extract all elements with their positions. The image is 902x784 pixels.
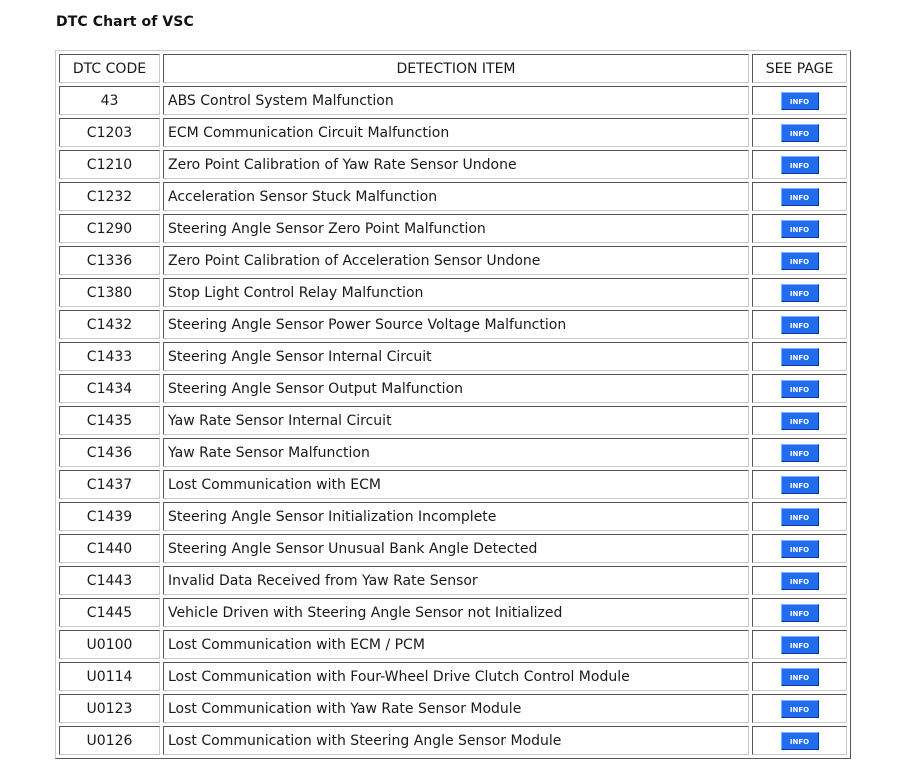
dtc-code-cell: C1432 bbox=[59, 310, 160, 339]
dtc-code-cell: C1232 bbox=[59, 182, 160, 211]
detection-item-cell: Vehicle Driven with Steering Angle Sensor not Initialized bbox=[163, 598, 749, 627]
see-page-cell bbox=[752, 310, 847, 339]
table-row bbox=[59, 214, 847, 243]
detection-item-cell: ECM Communication Circuit Malfunction bbox=[163, 118, 749, 147]
table-row bbox=[59, 406, 847, 435]
column-header-detection-item: DETECTION ITEM bbox=[163, 54, 749, 83]
dtc-table bbox=[55, 50, 851, 759]
table-row bbox=[59, 182, 847, 211]
page-title: DTC Chart of VSC bbox=[56, 14, 194, 30]
info-button[interactable]: INFO bbox=[781, 188, 819, 206]
dtc-code-cell: C1439 bbox=[59, 502, 160, 531]
see-page-cell bbox=[752, 278, 847, 307]
detection-item-cell: Steering Angle Sensor Power Source Voltage Malfunction bbox=[163, 310, 749, 339]
info-button[interactable]: INFO bbox=[781, 636, 819, 654]
info-button[interactable]: INFO bbox=[781, 700, 819, 718]
see-page-cell bbox=[752, 150, 847, 179]
info-button[interactable]: INFO bbox=[781, 156, 819, 174]
dtc-code-cell: C1336 bbox=[59, 246, 160, 275]
table-row bbox=[59, 342, 847, 371]
detection-item-cell: Yaw Rate Sensor Malfunction bbox=[163, 438, 749, 467]
dtc-code-cell: 43 bbox=[59, 86, 160, 115]
dtc-code-cell: C1380 bbox=[59, 278, 160, 307]
see-page-cell bbox=[752, 726, 847, 755]
see-page-cell bbox=[752, 598, 847, 627]
info-button[interactable]: INFO bbox=[781, 572, 819, 590]
dtc-code-cell: C1445 bbox=[59, 598, 160, 627]
see-page-cell bbox=[752, 86, 847, 115]
detection-item-cell: Invalid Data Received from Yaw Rate Sensor bbox=[163, 566, 749, 595]
see-page-cell bbox=[752, 406, 847, 435]
detection-item-cell: Zero Point Calibration of Acceleration Sensor Undone bbox=[163, 246, 749, 275]
info-button[interactable]: INFO bbox=[781, 380, 819, 398]
info-button[interactable]: INFO bbox=[781, 252, 819, 270]
dtc-code-cell: C1203 bbox=[59, 118, 160, 147]
table-row bbox=[59, 662, 847, 691]
detection-item-cell: Steering Angle Sensor Zero Point Malfunction bbox=[163, 214, 749, 243]
info-button[interactable]: INFO bbox=[781, 348, 819, 366]
see-page-cell bbox=[752, 694, 847, 723]
table-row bbox=[59, 86, 847, 115]
info-button[interactable]: INFO bbox=[781, 284, 819, 302]
see-page-cell bbox=[752, 214, 847, 243]
info-button[interactable]: INFO bbox=[781, 732, 819, 750]
see-page-cell bbox=[752, 502, 847, 531]
dtc-code-cell: C1434 bbox=[59, 374, 160, 403]
dtc-code-cell: U0114 bbox=[59, 662, 160, 691]
dtc-code-cell: C1437 bbox=[59, 470, 160, 499]
table-header bbox=[59, 54, 847, 83]
see-page-cell bbox=[752, 374, 847, 403]
dtc-code-cell: U0123 bbox=[59, 694, 160, 723]
table-row bbox=[59, 118, 847, 147]
detection-item-cell: Steering Angle Sensor Initialization Incomplete bbox=[163, 502, 749, 531]
info-button[interactable]: INFO bbox=[781, 540, 819, 558]
dtc-code-cell: C1440 bbox=[59, 534, 160, 563]
dtc-code-cell: U0100 bbox=[59, 630, 160, 659]
table-row bbox=[59, 310, 847, 339]
detection-item-cell: ABS Control System Malfunction bbox=[163, 86, 749, 115]
detection-item-cell: Steering Angle Sensor Unusual Bank Angle Detected bbox=[163, 534, 749, 563]
see-page-cell bbox=[752, 470, 847, 499]
see-page-cell bbox=[752, 342, 847, 371]
dtc-code-cell: C1433 bbox=[59, 342, 160, 371]
table-row bbox=[59, 566, 847, 595]
detection-item-cell: Acceleration Sensor Stuck Malfunction bbox=[163, 182, 749, 211]
info-button[interactable]: INFO bbox=[781, 476, 819, 494]
detection-item-cell: Lost Communication with ECM / PCM bbox=[163, 630, 749, 659]
table-row bbox=[59, 246, 847, 275]
dtc-code-cell: C1435 bbox=[59, 406, 160, 435]
see-page-cell bbox=[752, 118, 847, 147]
detection-item-cell: Yaw Rate Sensor Internal Circuit bbox=[163, 406, 749, 435]
column-header-dtc-code: DTC CODE bbox=[59, 54, 160, 83]
see-page-cell bbox=[752, 534, 847, 563]
table-row bbox=[59, 534, 847, 563]
dtc-code-cell: C1210 bbox=[59, 150, 160, 179]
table-row bbox=[59, 278, 847, 307]
detection-item-cell: Lost Communication with Yaw Rate Sensor Module bbox=[163, 694, 749, 723]
see-page-cell bbox=[752, 566, 847, 595]
see-page-cell bbox=[752, 182, 847, 211]
info-button[interactable]: INFO bbox=[781, 220, 819, 238]
detection-item-cell: Zero Point Calibration of Yaw Rate Sensor Undone bbox=[163, 150, 749, 179]
table-row bbox=[59, 630, 847, 659]
see-page-cell bbox=[752, 438, 847, 467]
dtc-code-cell: U0126 bbox=[59, 726, 160, 755]
header-row bbox=[59, 54, 847, 83]
table-row bbox=[59, 438, 847, 467]
table-row bbox=[59, 150, 847, 179]
table-row bbox=[59, 502, 847, 531]
detection-item-cell: Lost Communication with ECM bbox=[163, 470, 749, 499]
see-page-cell bbox=[752, 662, 847, 691]
table-row bbox=[59, 470, 847, 499]
table-row bbox=[59, 726, 847, 755]
info-button[interactable]: INFO bbox=[781, 316, 819, 334]
info-button[interactable]: INFO bbox=[781, 668, 819, 686]
dtc-code-cell: C1290 bbox=[59, 214, 160, 243]
table-row bbox=[59, 694, 847, 723]
info-button[interactable]: INFO bbox=[781, 604, 819, 622]
info-button[interactable]: INFO bbox=[781, 124, 819, 142]
see-page-cell bbox=[752, 630, 847, 659]
see-page-cell bbox=[752, 246, 847, 275]
dtc-code-cell: C1443 bbox=[59, 566, 160, 595]
column-header-see-page: SEE PAGE bbox=[752, 54, 847, 83]
info-button[interactable]: INFO bbox=[781, 92, 819, 110]
detection-item-cell: Lost Communication with Four-Wheel Drive Clutch Control Module bbox=[163, 662, 749, 691]
detection-item-cell: Steering Angle Sensor Internal Circuit bbox=[163, 342, 749, 371]
dtc-code-cell: C1436 bbox=[59, 438, 160, 467]
detection-item-cell: Steering Angle Sensor Output Malfunction bbox=[163, 374, 749, 403]
detection-item-cell: Lost Communication with Steering Angle Sensor Module bbox=[163, 726, 749, 755]
table-body bbox=[59, 86, 847, 755]
info-button[interactable]: INFO bbox=[781, 412, 819, 430]
table-row bbox=[59, 598, 847, 627]
info-button[interactable]: INFO bbox=[781, 508, 819, 526]
info-button[interactable]: INFO bbox=[781, 444, 819, 462]
detection-item-cell: Stop Light Control Relay Malfunction bbox=[163, 278, 749, 307]
table-row bbox=[59, 374, 847, 403]
